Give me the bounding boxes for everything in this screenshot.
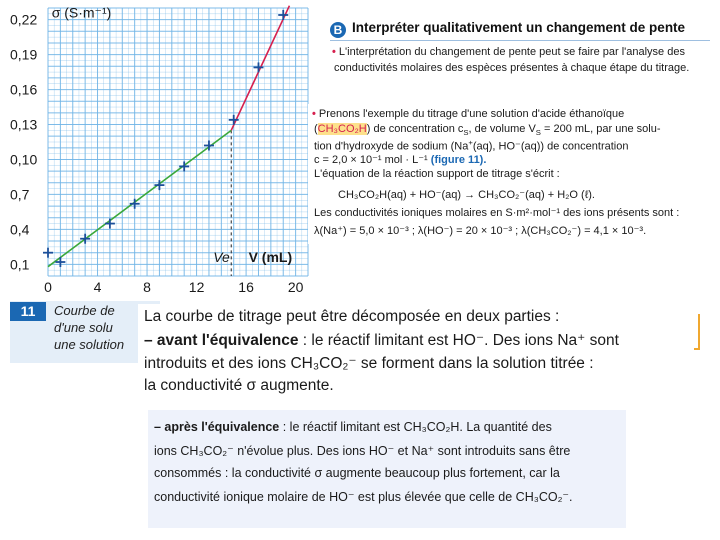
y-tick-label: 0,13 — [10, 116, 38, 133]
x-tick-label: 20 — [287, 279, 304, 295]
bottom-line-3: consommés : la conductivité σ augmente beaucoup plus fortement, car la — [154, 466, 560, 480]
example-line-3: tion d'hydroxyde de sodium (Na+(aq), HO⁻(aq)) de concentration — [314, 138, 629, 153]
bottom-line-1: – après l'équivalence : le réactif limitant est CH₃CO₂H. La quantité des — [154, 420, 552, 434]
caption-line-3: une solution — [54, 337, 125, 352]
x-tick-label: 4 — [93, 279, 102, 295]
example-line-1: • Prenons l'exemple du titrage d'une solution d'acide éthanoïque — [312, 108, 625, 120]
overlay-line-3: introduits et des ions CH₃CO₂⁻ se forment dans la solution titrée : — [144, 355, 594, 372]
x-tick-label: 0 — [44, 279, 52, 295]
caption-line-2: d'une solu — [54, 320, 113, 335]
y-tick-label: 0,7 — [10, 186, 30, 203]
section-badge: B — [330, 22, 346, 38]
overlay-line-1: La courbe de titrage peut être décomposée en deux parties : — [144, 308, 560, 325]
reaction-equation: CH₃CO₂H(aq) + HO⁻(aq) → CH₃CO₂⁻(aq) + H₂O (ℓ). — [338, 189, 595, 201]
y-tick-label: 0,4 — [10, 221, 30, 238]
example-line-5: L'équation de la réaction support de titrage s'écrit : — [314, 168, 560, 180]
x-tick-label: 12 — [188, 279, 205, 295]
bullet-icon: • — [332, 46, 336, 58]
overlay-line-2: – avant l'équivalence : le réactif limitant est HO⁻. Des ions Na⁺ sont — [144, 332, 619, 349]
bottom-line-4: conductivité ionique molaire de HO⁻ est plus élevée que celle de CH₃CO₂⁻. — [154, 490, 573, 504]
y-axis-title: σ (S·m⁻¹) — [51, 4, 112, 21]
titration-chart — [0, 0, 318, 298]
y-tick-label: 0,16 — [10, 81, 38, 98]
figure-number: 11 — [10, 302, 46, 321]
intro-line-1: • L'interprétation du changement de pente peut se faire par l'analyse des — [332, 46, 685, 58]
caption-line-1: Courbe de — [54, 303, 115, 318]
example-line-7: λ(Na⁺) = 5,0 × 10⁻³ ; λ(HO⁻) = 20 × 10⁻³ ; λ(CH₃CO₂⁻) = 4,1 × 10⁻³. — [314, 225, 647, 237]
bottom-line-2: ions CH₃CO₂⁻ n'évolue plus. Des ions HO⁻ et Na⁺ sont introduits sans être — [154, 444, 571, 458]
acid-formula: CH₃CO₂H — [317, 123, 367, 135]
example-line-2: (CH₃CO₂H) de concentration $c_S$, de volume $V_S = 200$ mL, par une solu- — [314, 123, 661, 138]
x-tick-label: 8 — [143, 279, 151, 295]
margin-bracket — [694, 314, 700, 350]
intro-line-2: conductivités molaires des espèces présentes à chaque étape du titrage. — [334, 62, 690, 74]
section-title: Interpréter qualitativement un changement de pente — [352, 20, 686, 35]
example-line-6: Les conductivités ioniques molaires en S·m²·mol⁻¹ des ions présents sont : — [314, 207, 680, 219]
after-equivalence-block — [148, 410, 626, 528]
overlay-text-box — [138, 304, 700, 402]
example-line-4: c = 2,0 × 10⁻¹ mol · L⁻¹ (figure 11). — [314, 154, 487, 166]
bullet-icon: • — [312, 108, 316, 120]
equivalence-label: Ve — [213, 249, 230, 266]
overlay-line-4: la conductivité σ augmente. — [144, 377, 334, 394]
y-tick-label: 0,19 — [10, 46, 38, 63]
example-block — [308, 104, 710, 244]
y-tick-label: 0,1 — [10, 256, 30, 273]
y-tick-label: 0,10 — [10, 151, 38, 168]
x-axis-title: V (mL) — [248, 249, 293, 266]
figure-reference: (figure 11). — [430, 154, 487, 166]
x-tick-label: 16 — [238, 279, 254, 295]
section-divider — [330, 40, 710, 41]
y-tick-label: 0,22 — [10, 11, 38, 28]
